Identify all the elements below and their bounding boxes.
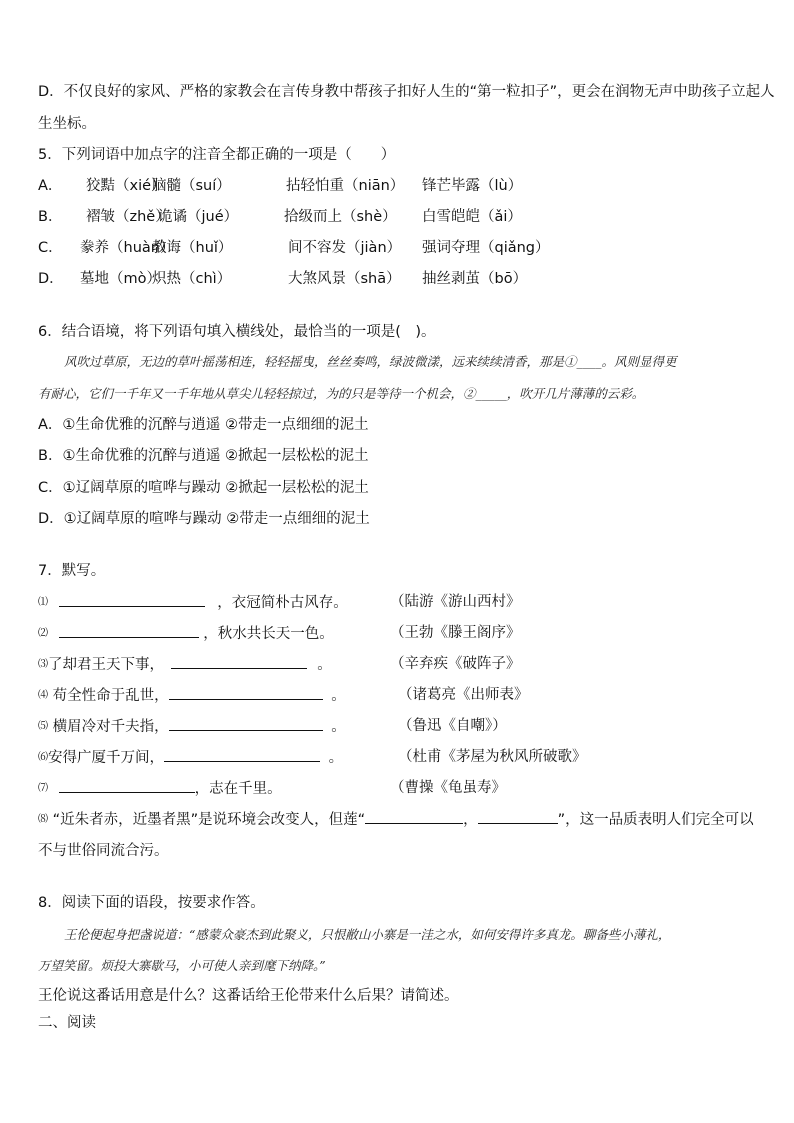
q7-item-text: 苟全性命于乱世， (52, 688, 169, 704)
option-word: 教诲（huǐ） (152, 240, 233, 256)
q7-item-7-source: （曹操《龟虽寿》 (390, 780, 506, 796)
option-word: 强词夺理（qiǎng） (422, 240, 550, 256)
answer-blank[interactable] (169, 716, 323, 731)
answer-blank[interactable] (59, 592, 205, 607)
q7-item-3-source: （辛弃疾《破阵子》 (390, 656, 521, 672)
answer-blank[interactable] (59, 778, 195, 793)
q6-option-a: A．①生命优雅的沉醉与逍遥 ②带走一点细细的泥土 (38, 417, 369, 433)
q8-passage-line1: 王伦便起身把盏说道：“感蒙众豪杰到此聚义，只恨敝山小寨是一洼之水，如何安得许多真龙。聊备些小薄礼， (64, 927, 671, 942)
option-label: A． (38, 178, 63, 194)
answer-blank[interactable] (365, 809, 463, 824)
answer-blank[interactable] (478, 809, 558, 824)
option-word: 抽丝剥茧（bō） (422, 271, 528, 287)
q8-passage-line2: 万望笑留。烦投大寨歇马，小可使人亲到麾下纳降。” (38, 958, 326, 973)
q7-item-text: “近朱者赤，近墨者黑”是说环境会改变人，但莲“ (52, 812, 366, 828)
q7-item-text: 。 (317, 657, 332, 673)
q6-passage-line2: 有耐心，它们一千年又一千年地从草尖儿轻轻掠过，为的只是等待一个机会，②_____，吹开几片薄薄的云彩。 (38, 386, 645, 401)
q6-option-b: B．①生命优雅的沉醉与逍遥 ②掀起一层松松的泥土 (38, 448, 369, 464)
option-word: 白雪皑皑（ǎi） (422, 209, 522, 225)
q7-item-number: ⑸ (38, 721, 48, 732)
q7-item-8-line2: 不与世俗同流合污。 (38, 843, 169, 859)
q4-option-d-line1: D．不仅良好的家风、严格的家教会在言传身教中帮孩子扣好人生的“第一粒扣子”，更会在润物无声中助孩子立起人 (38, 84, 775, 100)
q7-item-text: 。 (331, 719, 346, 735)
q7-item-number: ⑺ (38, 783, 48, 794)
q6-stem: 6．结合语境，将下列语句填入横线处，最恰当的一项是( )。 (38, 324, 436, 340)
q7-item-1-source: （陆游《游山西村》 (390, 594, 521, 610)
q7-item-4-source: （诸葛亮《出师表》 (398, 687, 529, 703)
option-label: B． (38, 209, 63, 225)
option-word: 脑髓（suí） (152, 178, 231, 194)
q7-item-text: ，志在千里。 (194, 781, 282, 797)
q7-item-text: 了却君王天下事， (48, 657, 164, 673)
section-heading: 二、阅读 (38, 1015, 96, 1031)
q7-item-text: ，秋水共长天一色。 (203, 626, 334, 642)
option-word: 炽热（chì） (152, 271, 232, 287)
q4-option-d-line2: 生坐标。 (38, 116, 96, 132)
q7-item-number: ⑴ (38, 597, 48, 608)
option-word: 墓地（mò） (80, 271, 161, 287)
q7-item-number: ⑹ (38, 752, 48, 763)
answer-blank[interactable] (59, 623, 199, 638)
q7-item-text: ，衣冠简朴古风存。 (217, 595, 348, 611)
q5-stem: 5．下列词语中加点字的注音全都正确的一项是（ ） (38, 147, 396, 163)
q6-passage-line1: 风吹过草原，无边的草叶摇荡相连，轻轻摇曳，丝丝奏鸣，绿波微漾，远来续续清香，那是①____。风则显得更 (64, 354, 677, 369)
q7-item-text: 。 (328, 750, 344, 766)
q7-item-2-source: （王勃《滕王阁序》 (390, 625, 521, 641)
option-word: 狡黠（xié） (86, 178, 166, 194)
q7-item-text: 。 (331, 688, 346, 704)
q8-stem: 8．阅读下面的语段，按要求作答。 (38, 895, 265, 911)
option-word: 锋芒毕露（lù） (422, 178, 523, 194)
q7-item-text: ”，这一品质表明人们完全可以 (557, 812, 754, 828)
q7-item-number: ⑷ (38, 690, 48, 701)
answer-blank[interactable] (169, 685, 323, 700)
option-label: C． (38, 240, 63, 256)
q7-item-2 (38, 623, 334, 644)
q7-item-6-source: （杜甫《茅屋为秋风所破歌》 (398, 749, 587, 765)
q6-option-d: D．①辽阔草原的喧哗与躁动 ②带走一点细细的泥土 (38, 511, 370, 527)
q7-item-number: ⑻ (38, 814, 48, 825)
q7-stem: 7．默写。 (38, 563, 106, 579)
q7-item-text: 横眉冷对千夫指， (52, 719, 169, 735)
q7-item-5-source: （鲁迅《自嘲》） (398, 718, 507, 734)
q6-option-c: C．①辽阔草原的喧哗与躁动 ②掀起一层松松的泥土 (38, 480, 369, 496)
option-word: 间不容发（jiàn） (288, 240, 402, 256)
q8-question: 王伦说这番话用意是什么？这番话给王伦带来什么后果？请简述。 (38, 988, 459, 1004)
q7-item-8 (38, 809, 754, 830)
q7-item-text: 安得广厦千万间， (48, 750, 164, 766)
option-word: 拾级而上（shè） (284, 209, 397, 225)
q7-item-5 (38, 716, 346, 737)
option-word: 大煞风景（shā） (288, 271, 401, 287)
q7-item-6 (38, 747, 343, 768)
option-word: 豢养（huàn） (80, 240, 175, 256)
option-word: 诡谲（jué） (158, 209, 239, 225)
answer-blank[interactable] (164, 747, 320, 762)
option-word: 拈轻怕重（niān） (286, 178, 405, 194)
q7-item-number: ⑶ (38, 659, 48, 670)
q7-item-number: ⑵ (38, 628, 48, 639)
q7-item-4 (38, 685, 346, 706)
option-label: D． (38, 271, 64, 287)
q7-item-text: ， (463, 812, 478, 828)
answer-blank[interactable] (171, 654, 307, 669)
q7-item-3 (38, 654, 332, 675)
q7-item-7 (38, 778, 282, 799)
option-word: 褶皱（zhě） (86, 209, 170, 225)
q7-item-1 (38, 592, 348, 613)
